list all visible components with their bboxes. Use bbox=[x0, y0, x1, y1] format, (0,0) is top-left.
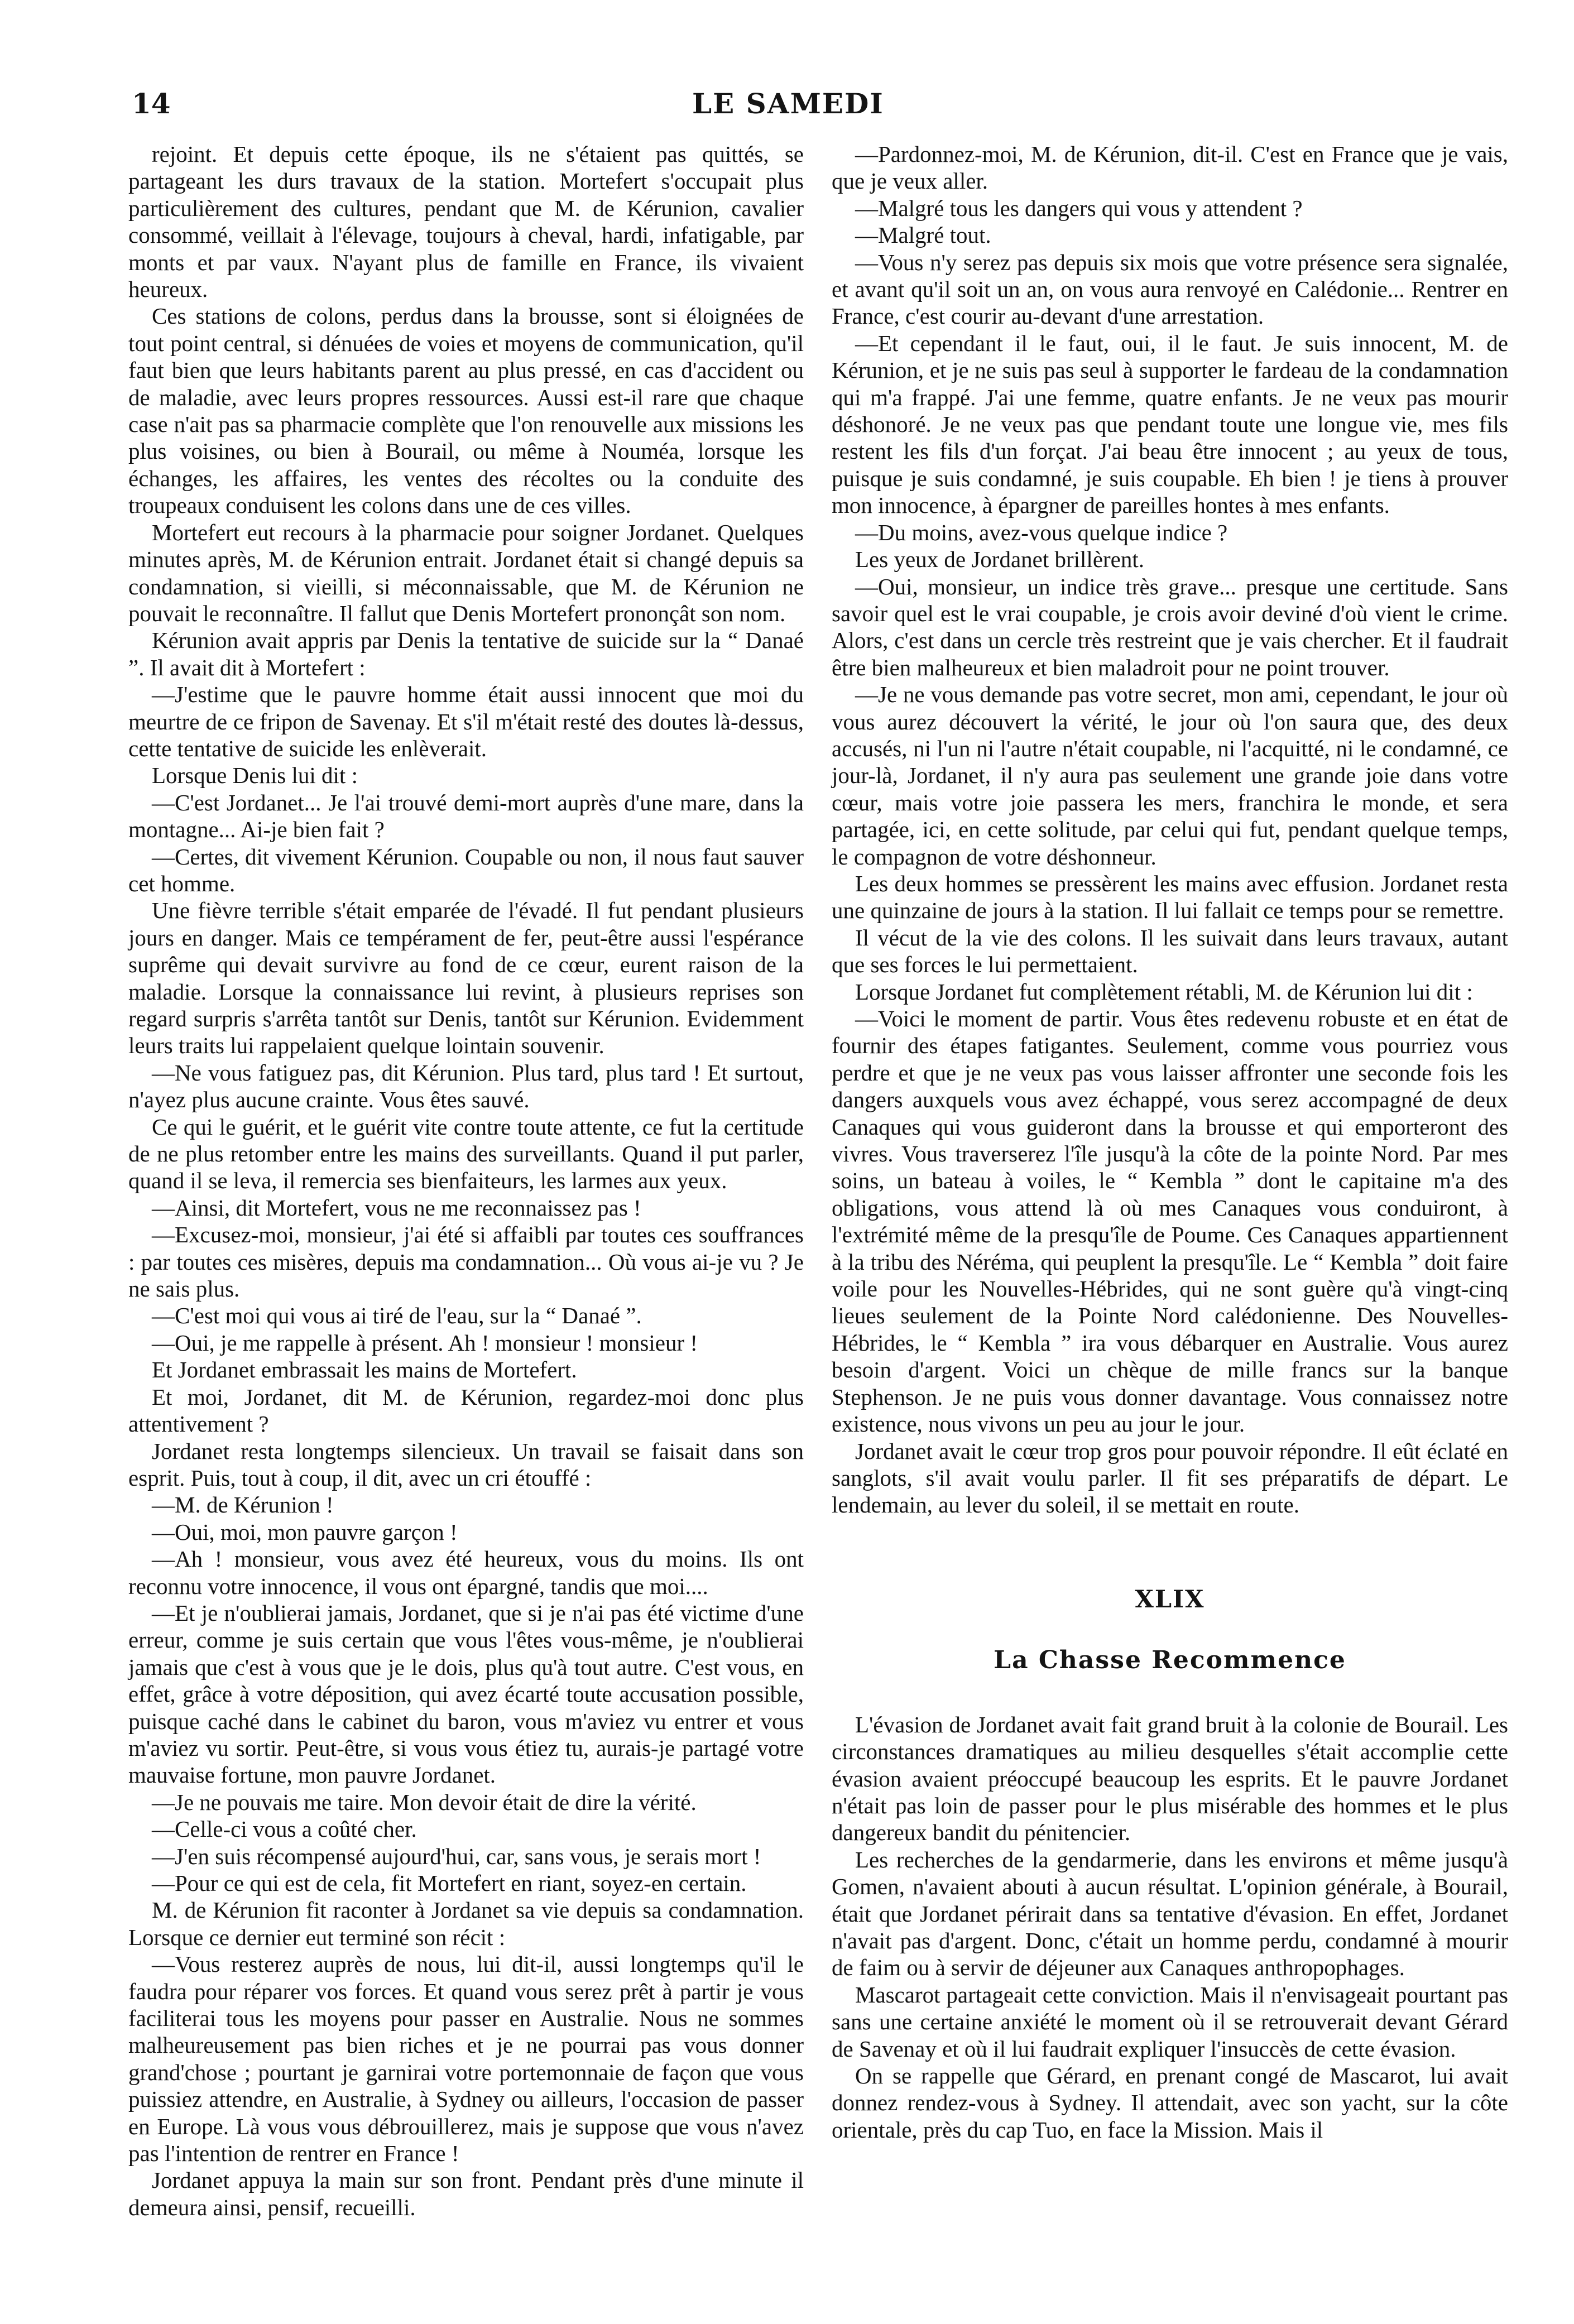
paragraph: Jordanet appuya la main sur son front. Pendant près d'une minute il demeura ainsi, pensif, recueilli. bbox=[128, 2167, 804, 2220]
paragraph: —Oui, je me rappelle à présent. Ah ! monsieur ! monsieur ! bbox=[152, 1329, 698, 1356]
paragraph: —M. de Kérunion ! bbox=[152, 1492, 334, 1518]
paragraph: —Et cependant il le faut, oui, il le faut. Je suis innocent, M. de Kérunion, et je ne suis pas seul à supporter le fardeau de la condamnation qui m'a frappé. J'ai une femme, quatre enfants. Je ne veux pas mourir déshonoré. Je ne veux pas que pendant toute une longue vie, mes fils restent les fils d'un forçat. J'ai beau être innocent ; au yeux de tous, puisque je suis condamné, je suis coupable. Eh bien ! je tiens à prouver mon innocence, à épargner de pareilles hontes à mes enfants. bbox=[832, 330, 1508, 518]
paragraph: M. de Kérunion fit raconter à Jordanet sa vie depuis sa condamnation. Lorsque ce dernier eut terminé son récit : bbox=[128, 1897, 804, 1950]
chapter-text bbox=[832, 1711, 1508, 2144]
paragraph: —Malgré tous les dangers qui vous y attendent ? bbox=[855, 195, 1303, 221]
chapter-heading bbox=[832, 1586, 1508, 1674]
paragraph: Jordanet resta longtemps silencieux. Un travail se faisait dans son esprit. Puis, tout à coup, il dit, avec un cri étouffé : bbox=[128, 1438, 804, 1491]
paragraph: —Malgré tout. bbox=[855, 222, 991, 248]
paragraph: Une fièvre terrible s'était emparée de l'évadé. Il fut pendant plusieurs jours en danger. Mais ce tempérament de fer, peut-être aussi l'espérance suprême qui devait survivre au fond de ce cœur, eurent raison de la maladie. Lorsque la connaissance lui revint, à plusieurs reprises son regard surpris s'arrêta tantôt sur Denis, tantôt sur Kérunion. Evidemment leurs traits lui rappelaient quelque lointain souvenir. bbox=[128, 897, 804, 1059]
paragraph: —Du moins, avez-vous quelque indice ? bbox=[855, 519, 1228, 545]
paragraph: —Ainsi, dit Mortefert, vous ne me reconnaissez pas ! bbox=[152, 1194, 641, 1221]
paragraph: —C'est Jordanet... Je l'ai trouvé demi-mort auprès d'une mare, dans la montagne... Ai-je bien fait ? bbox=[128, 789, 804, 843]
paragraph: Mortefert eut recours à la pharmacie pour soigner Jordanet. Quelques minutes après, M. de Kérunion entrait. Jordanet était si changé depuis sa condamnation, si vieilli, si méconnaissable, que M. de Kérunion ne pouvait le reconnaître. Il fallut que Denis Mortefert prononçât son nom. bbox=[128, 519, 804, 626]
paragraph: —J'en suis récompensé aujourd'hui, car, sans vous, je serais mort ! bbox=[152, 1843, 761, 1869]
paragraph: Il vécut de la vie des colons. Il les suivait dans leurs travaux, autant que ses forces le lui permettaient. bbox=[832, 924, 1508, 978]
paragraph: Et Jordanet embrassait les mains de Mortefert. bbox=[152, 1357, 577, 1383]
paragraph: —Pour ce qui est de cela, fit Mortefert en riant, soyez-en certain. bbox=[152, 1870, 747, 1896]
left-column bbox=[128, 141, 804, 2221]
paragraph: Mascarot partageait cette conviction. Mais il n'envisageait pourtant pas sans une certaine anxiété le moment où il se retrouverait devant Gérard de Savenay et où il lui faudrait expliquer l'insuccès de cette évasion. bbox=[832, 1981, 1508, 2062]
paragraph: Jordanet avait le cœur trop gros pour pouvoir répondre. Il eût éclaté en sanglots, s'il avait voulu parler. Il fit ses préparatifs de départ. Le lendemain, au lever du soleil, il se mettait en route. bbox=[832, 1438, 1508, 1518]
paragraph: —Oui, monsieur, un indice très grave... presque une certitude. Sans savoir quel est le vrai coupable, je crois avoir deviné d'où vient le crime. Alors, c'est dans un cercle très restreint que je vais chercher. Et il faudrait être bien malheureux et bien maladroit pour ne point trouver. bbox=[832, 573, 1508, 680]
right-column-text bbox=[832, 141, 1508, 1519]
paragraph: —Vous resterez auprès de nous, lui dit-il, aussi longtemps qu'il le faudra pour réparer vos forces. Et quand vous serez prêt à partir je vous faciliterai tous les moyens pour passer en Australie. Nous ne sommes malheureusement pas bien riches et je ne pourrai pas vous donner grand'chose ; pourtant je garnirai votre portemonnaie de façon que vous puissiez attendre, en Australie, à Sydney ou ailleurs, l'occasion de passer en Europe. Là vous vous débrouillerez, mais je suppose que vous n'avez pas l'intention de rentrer en France ! bbox=[128, 1951, 804, 2167]
paragraph: L'évasion de Jordanet avait fait grand bruit à la colonie de Bourail. Les circonstances dramatiques au milieu desquelles s'était accomplie cette évasion avaient préoccupé beaucoup les esprits. Et le pauvre Jordanet n'était pas loin de passer pour le plus misérable des hommes et le plus dangereux bandit du pénitencier. bbox=[832, 1711, 1508, 1846]
paragraph: —Excusez-moi, monsieur, j'ai été si affaibli par toutes ces souffrances : par toutes ces misères, depuis ma condamnation... Où vous ai-je vu ? Je ne sais plus. bbox=[128, 1222, 804, 1302]
paragraph: —Je ne pouvais me taire. Mon devoir était de dire la vérité. bbox=[152, 1789, 697, 1815]
paragraph: rejoint. Et depuis cette époque, ils ne s'étaient pas quittés, se partageant les durs travaux de la station. Mortefert s'occupait plus particulièrement des cultures, pendant que M. de Kérunion, cavalier consommé, veillait à l'élevage, toujours à cheval, hardi, infatigable, par monts et par vaux. N'ayant plus de famille en France, ils vivaient heureux. bbox=[128, 141, 804, 302]
page-number: 14 bbox=[132, 87, 171, 120]
paragraph: —Je ne vous demande pas votre secret, mon ami, cependant, le jour où vous aurez découvert la vérité, le jour où l'on saura que, des deux accusés, ni l'un ni l'autre n'était coupable, ni l'acquitté, ni le condamné, ce jour-là, Jordanet, il n'y aura pas seulement une grande joie dans votre cœur, mais votre joie passera les mers, franchira le monde, et sera partagée, ici, en cette solitude, par celui qui fut, pendant quelque temps, le compagnon de votre déshonneur. bbox=[832, 681, 1508, 870]
paragraph: Kérunion avait appris par Denis la tentative de suicide sur la “ Danaé ”. Il avait dit à Mortefert : bbox=[128, 627, 804, 680]
paragraph: —Ne vous fatiguez pas, dit Kérunion. Plus tard, plus tard ! Et surtout, n'ayez plus aucune crainte. Vous êtes sauvé. bbox=[128, 1059, 804, 1113]
paragraph: —Ah ! monsieur, vous avez été heureux, vous du moins. Ils ont reconnu votre innocence, il vous ont épargné, tandis que moi.... bbox=[128, 1546, 804, 1599]
paragraph: Les yeux de Jordanet brillèrent. bbox=[855, 546, 1145, 573]
paragraph: —Voici le moment de partir. Vous êtes redevenu robuste et en état de fournir des étapes fatigantes. Seulement, comme vous pourriez vous perdre et que je ne veux pas vous laisser affronter une seconde fois les dangers auxquels vous avez échappé, vous serez accompagné de deux Canaques qui vous guideront dans la brousse et qui emporteront des vivres. Vous traverserez l'île jusqu'à la côte de la pointe Nord. Par mes soins, un bateau à voiles, le “ Kembla ” dont le capitaine m'a des obligations, vous attend là où mes Canaques vous conduiront, à l'extrémité même de la presqu'île de Poume. Ces Canaques appartiennent à la tribu des Néréma, qui peuplent la presqu'île. Le “ Kembla ” doit faire voile pour les Nouvelles-Hébrides, qui ne sont guère qu'à vingt-cinq lieues seulement de la Pointe Nord calédonienne. Des Nouvelles-Hébrides, le “ Kembla ” ira vous débarquer en Australie. Vous aurez besoin d'argent. Voici un chèque de mille francs sur la banque Stephenson. Je ne puis vous donner davantage. Vous connaissez notre existence, nous vivons un peu au jour le jour. bbox=[832, 1006, 1508, 1437]
paragraph: Ce qui le guérit, et le guérit vite contre toute attente, ce fut la certitude de ne plus retomber entre les mains des surveillants. Quand il put parler, quand il se leva, il remercia ses bienfaiteurs, les larmes aux yeux. bbox=[128, 1113, 804, 1194]
chapter-number: XLIX bbox=[1135, 1585, 1205, 1614]
paragraph: —Et je n'oublierai jamais, Jordanet, que si je n'ai pas été victime d'une erreur, comme je suis certain que vous l'êtes vous-même, je n'oublierai jamais que c'est à vous que je le dois, plus qu'à tout autre. C'est vous, en effet, grâce à votre déposition, qui avez écarté toute accusation possible, puisque caché dans le cabinet du baron, vous m'aviez vu entrer et vous m'aviez vu sortir. Peut-être, si vous vous étiez tu, aurais-je partagé votre mauvaise fortune, mon pauvre Jordanet. bbox=[128, 1600, 804, 1788]
journal-title: LE SAMEDI bbox=[692, 87, 884, 120]
chapter-title: La Chasse Recommence bbox=[994, 1645, 1346, 1674]
paragraph: —Certes, dit vivement Kérunion. Coupable ou non, il nous faut sauver cet homme. bbox=[128, 843, 804, 896]
paragraph: —Pardonnez-moi, M. de Kérunion, dit-il. C'est en France que je vais, que je veux aller. bbox=[832, 141, 1508, 194]
paragraph: —J'estime que le pauvre homme était aussi innocent que moi du meurtre de ce fripon de Savenay. Et s'il m'était resté des doutes là-dessus, cette tentative de suicide les enlèverait. bbox=[128, 681, 804, 761]
paragraph: —Celle-ci vous a coûté cher. bbox=[152, 1816, 417, 1842]
paragraph: —Oui, moi, mon pauvre garçon ! bbox=[152, 1519, 458, 1545]
paragraph: Les deux hommes se pressèrent les mains avec effusion. Jordanet resta une quinzaine de jours à la station. Il lui fallait ce temps pour se remettre. bbox=[832, 870, 1508, 924]
paragraph: Les recherches de la gendarmerie, dans les environs et même jusqu'à Gomen, n'avaient abouti à aucun résultat. L'opinion générale, à Bourail, était que Jordanet périrait dans sa tentative d'évasion. En effet, Jordanet n'avait pas d'argent. Donc, c'était un homme perdu, condamné à mourir de faim ou à servir de déjeuner aux Canaques anthropophages. bbox=[832, 1846, 1508, 1981]
page-header bbox=[0, 84, 1574, 134]
right-column bbox=[832, 141, 1508, 2143]
paragraph: On se rappelle que Gérard, en prenant congé de Mascarot, lui avait donnez rendez-vous à Sydney. Il attendait, avec son yacht, sur la côte orientale, près du cap Tuo, en face la Mission. Mais il bbox=[832, 2063, 1508, 2143]
paragraph: —Vous n'y serez pas depuis six mois que votre présence sera signalée, et avant qu'il soit un an, on vous aura renvoyé en Calédonie... Rentrer en France, c'est courir au-devant d'une arrestation. bbox=[832, 249, 1508, 329]
paragraph: Ces stations de colons, perdus dans la brousse, sont si éloignées de tout point central, si dénuées de voies et moyens de communication, qu'il faut bien que leurs habitants parent au plus pressé, en cas d'accident ou de maladie, avec leurs propres ressources. Aussi est-il rare que chaque case n'ait pas sa pharmacie complète que l'on renouvelle aux missions les plus voisines, ou bien à Bourail, ou même à Nouméa, lorsque les échanges, les affaires, les ventes des récoltes ou la conduite des troupeaux conduisent les colons dans une de ces villes. bbox=[128, 303, 804, 518]
paragraph: —C'est moi qui vous ai tiré de l'eau, sur la “ Danaé ”. bbox=[152, 1303, 642, 1329]
paragraph: Et moi, Jordanet, dit M. de Kérunion, regardez-moi donc plus attentivement ? bbox=[128, 1384, 804, 1437]
paragraph: Lorsque Jordanet fut complètement rétabli, M. de Kérunion lui dit : bbox=[855, 978, 1473, 1005]
paragraph: Lorsque Denis lui dit : bbox=[152, 762, 358, 789]
